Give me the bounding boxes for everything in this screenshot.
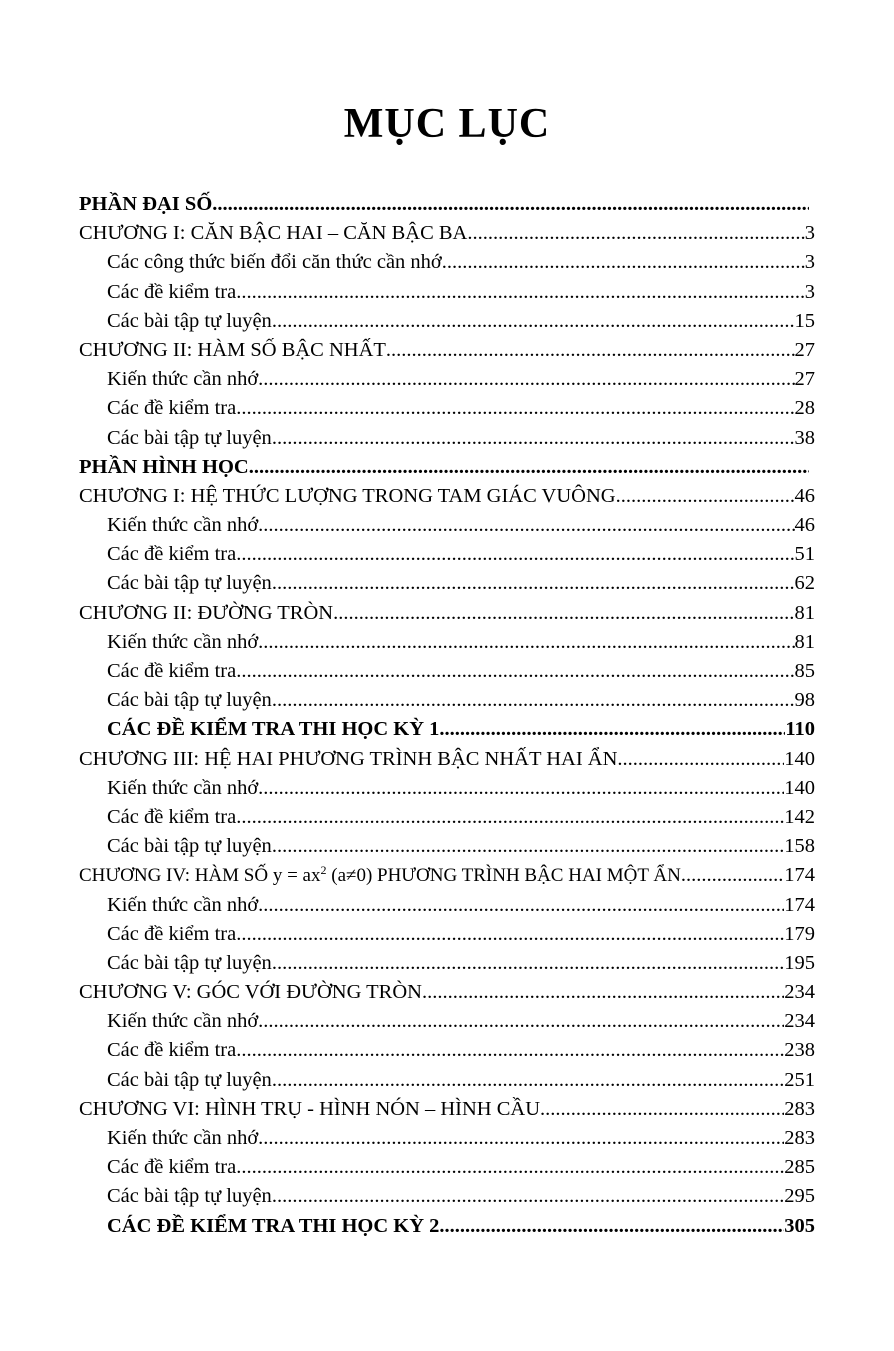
toc-page: 140: [784, 747, 815, 770]
toc-row[interactable]: [79, 482, 815, 511]
toc-leader: [272, 424, 795, 453]
toc-leader: [386, 336, 795, 365]
toc-label: Các bài tập tự luyện: [107, 1185, 272, 1208]
toc-label: CHƯƠNG V: GÓC VỚI ĐƯỜNG TRÒN: [79, 981, 422, 1004]
toc-row[interactable]: [79, 657, 815, 686]
toc-page: 110: [785, 718, 815, 741]
toc-row[interactable]: [79, 774, 815, 803]
toc-leader: [249, 453, 809, 482]
toc-leader: [258, 511, 794, 540]
toc-row[interactable]: [79, 278, 815, 307]
toc-leader: [272, 832, 784, 861]
toc-row[interactable]: [79, 1095, 815, 1124]
table-of-contents: [79, 190, 815, 1241]
toc-row[interactable]: [79, 715, 815, 744]
toc-page: 46: [794, 484, 815, 507]
toc-row[interactable]: [79, 394, 815, 423]
toc-label: Các bài tập tự luyện: [107, 951, 272, 974]
toc-label: Các đề kiểm tra: [107, 280, 237, 303]
toc-label-exponent: 2: [320, 863, 327, 878]
page-title: MỤC LỤC: [343, 101, 551, 147]
toc-page: 140: [784, 776, 815, 799]
toc-label: Các công thức biến đổi căn thức cần nhớ: [107, 251, 442, 274]
toc-leader: [617, 745, 784, 774]
toc-label: CHƯƠNG I: HỆ THỨC LƯỢNG TRONG TAM GIÁC VUÔNG: [79, 484, 616, 507]
toc-label: CÁC ĐỀ KIỂM TRA THI HỌC KỲ 2: [107, 1214, 440, 1237]
toc-row[interactable]: [79, 1066, 815, 1095]
toc-leader: [212, 190, 809, 219]
toc-page: 195: [784, 951, 815, 974]
toc-label: CHƯƠNG III: HỆ HAI PHƯƠNG TRÌNH BẬC NHẤT HAI ẨN: [79, 747, 618, 770]
toc-label: Các đề kiểm tra: [107, 1039, 237, 1062]
toc-label: PHẦN HÌNH HỌC: [79, 455, 249, 478]
toc-label: Các đề kiểm tra: [107, 922, 237, 945]
toc-page: 174: [784, 864, 815, 887]
toc-page: 3: [804, 251, 815, 274]
toc-label: Các bài tập tự luyện: [107, 426, 272, 449]
toc-page: 38: [794, 426, 815, 449]
toc-leader: [333, 599, 794, 628]
toc-row[interactable]: [79, 891, 815, 920]
toc-page: 62: [794, 572, 815, 595]
toc-page: 283: [784, 1097, 815, 1120]
toc-row[interactable]: [79, 861, 815, 890]
toc-leader: [236, 540, 794, 569]
toc-page: 251: [784, 1068, 815, 1091]
toc-row[interactable]: [79, 190, 815, 219]
toc-label: Các bài tập tự luyện: [107, 1068, 272, 1091]
toc-leader: [681, 861, 784, 890]
toc-leader: [236, 803, 784, 832]
toc-leader: [272, 1066, 784, 1095]
toc-row[interactable]: [79, 1212, 815, 1241]
toc-leader: [467, 219, 804, 248]
toc-page: 179: [784, 922, 815, 945]
toc-label: Các đề kiểm tra: [107, 543, 237, 566]
toc-row[interactable]: [79, 569, 815, 598]
toc-leader: [258, 1007, 784, 1036]
toc-row[interactable]: [79, 365, 815, 394]
toc-page: 81: [794, 630, 815, 653]
toc-page: 81: [794, 601, 815, 624]
toc-label: Kiến thức cần nhớ: [107, 514, 259, 537]
toc-row[interactable]: [79, 453, 815, 482]
toc-row[interactable]: [79, 1124, 815, 1153]
toc-leader: [422, 978, 784, 1007]
toc-row[interactable]: [79, 424, 815, 453]
toc-label-part: CHƯƠNG IV: HÀM SỐ y = ax: [79, 865, 321, 887]
toc-page: 234: [784, 981, 815, 1004]
toc-label: [79, 861, 681, 890]
toc-page: 142: [784, 805, 815, 828]
toc-row[interactable]: [79, 686, 815, 715]
toc-page: 3: [804, 280, 815, 303]
toc-row[interactable]: [79, 599, 815, 628]
toc-leader: [236, 1153, 784, 1182]
toc-label: PHẦN ĐẠI SỐ: [79, 193, 213, 215]
toc-leader: [236, 278, 805, 307]
toc-page: 85: [794, 660, 815, 682]
toc-page: 27: [794, 368, 815, 391]
toc-label: Các bài tập tự luyện: [107, 689, 272, 712]
toc-leader: [272, 949, 784, 978]
toc-row[interactable]: [79, 803, 815, 832]
toc-row[interactable]: [79, 832, 815, 861]
toc-row[interactable]: [79, 978, 815, 1007]
toc-page: 27: [794, 338, 815, 361]
toc-row[interactable]: [79, 307, 815, 336]
toc-label: CHƯƠNG I: CĂN BẬC HAI – CĂN BẬC BA: [79, 222, 468, 245]
toc-label: Kiến thức cần nhớ: [107, 1127, 259, 1149]
toc-leader: [442, 248, 805, 277]
toc-page: 46: [794, 514, 815, 537]
toc-label: Các đề kiểm tra: [107, 397, 237, 420]
toc-page: 295: [784, 1185, 815, 1208]
toc-row[interactable]: [79, 628, 815, 657]
toc-row[interactable]: [79, 540, 815, 569]
toc-leader: [258, 774, 784, 803]
toc-leader: [258, 628, 794, 657]
toc-row[interactable]: [79, 920, 815, 949]
toc-row[interactable]: [79, 949, 815, 978]
toc-label: Kiến thức cần nhớ: [107, 1010, 259, 1033]
toc-leader: [439, 715, 785, 744]
toc-label: CÁC ĐỀ KIỂM TRA THI HỌC KỲ 1: [107, 718, 440, 741]
toc-page: 234: [784, 1010, 815, 1033]
toc-page: 305: [784, 1214, 815, 1237]
toc-leader: [258, 1124, 784, 1153]
toc-row[interactable]: [79, 1007, 815, 1036]
toc-leader: [272, 307, 795, 336]
toc-page: 98: [794, 689, 815, 712]
toc-page: 15: [794, 309, 815, 332]
toc-leader: [236, 394, 794, 423]
toc-leader: [439, 1212, 784, 1241]
toc-label: Các bài tập tự luyện: [107, 309, 272, 332]
toc-label: Kiến thức cần nhớ: [107, 630, 259, 653]
toc-label: Các đề kiểm tra: [107, 805, 237, 828]
toc-page: 28: [794, 397, 815, 420]
toc-row[interactable]: [79, 1036, 815, 1065]
toc-row[interactable]: [79, 1182, 815, 1211]
toc-label: Các đề kiểm tra: [107, 660, 237, 682]
toc-row[interactable]: [79, 336, 815, 365]
toc-label: CHƯƠNG II: HÀM SỐ BẬC NHẤT: [79, 338, 386, 361]
toc-leader: [616, 482, 795, 511]
toc-label: Các bài tập tự luyện: [107, 835, 272, 858]
toc-label: CHƯƠNG VI: HÌNH TRỤ - HÌNH NÓN – HÌNH CẦU: [79, 1097, 540, 1120]
toc-page: 283: [784, 1127, 815, 1149]
toc-leader: [236, 920, 784, 949]
toc-page: 174: [784, 893, 815, 916]
toc-page: 238: [784, 1039, 815, 1062]
toc-leader: [258, 365, 794, 394]
toc-leader: [540, 1095, 784, 1124]
toc-page: 51: [794, 543, 815, 566]
toc-leader: [236, 657, 794, 686]
toc-row[interactable]: [79, 248, 815, 277]
toc-label: Kiến thức cần nhớ: [107, 776, 259, 799]
toc-row[interactable]: [79, 219, 815, 248]
toc-leader: [258, 891, 784, 920]
toc-label: Kiến thức cần nhớ: [107, 368, 259, 391]
toc-page: 158: [784, 835, 815, 858]
toc-leader: [272, 686, 795, 715]
toc-label: Các đề kiểm tra: [107, 1156, 237, 1179]
toc-page: 3: [804, 222, 815, 245]
toc-leader: [236, 1036, 784, 1065]
toc-page: 285: [784, 1156, 815, 1179]
toc-leader: [272, 1182, 784, 1211]
toc-leader: [272, 569, 795, 598]
toc-row[interactable]: [79, 511, 815, 540]
toc-label: CHƯƠNG II: ĐƯỜNG TRÒN: [79, 601, 334, 624]
toc-row[interactable]: [79, 745, 815, 774]
toc-row[interactable]: [79, 1153, 815, 1182]
toc-label-part: (a≠0) PHƯƠNG TRÌNH BẬC HAI MỘT ẨN: [326, 865, 681, 887]
toc-label: Kiến thức cần nhớ: [107, 893, 259, 916]
toc-label: Các bài tập tự luyện: [107, 572, 272, 595]
